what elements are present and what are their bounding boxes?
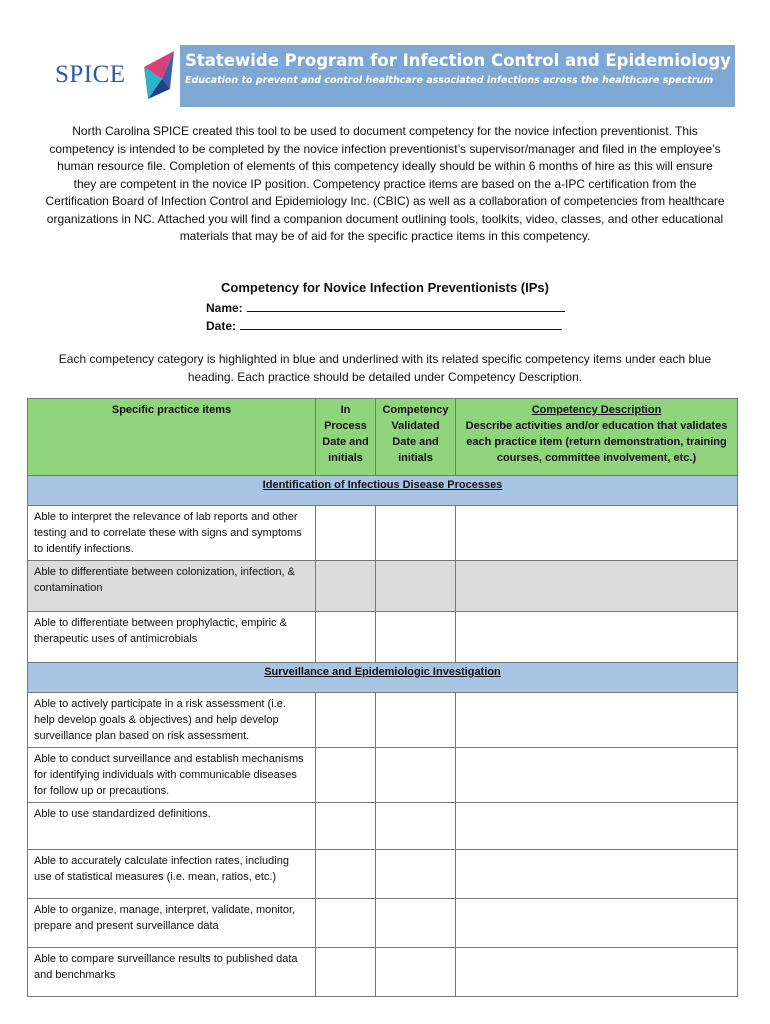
description-cell[interactable] bbox=[456, 803, 738, 850]
table-row bbox=[28, 948, 738, 997]
logo-text: SPICE bbox=[55, 61, 126, 88]
table-row bbox=[28, 612, 738, 663]
practice-item: Able to organize, manage, interpret, validate, monitor, prepare and present surveillance data bbox=[28, 899, 316, 948]
validated-cell[interactable] bbox=[376, 748, 456, 803]
program-subtitle: Education to prevent and control healthcare associated infections across the healthcare spectrum bbox=[185, 75, 714, 86]
name-date-fields bbox=[206, 299, 565, 335]
table-row bbox=[28, 850, 738, 899]
description-cell[interactable] bbox=[456, 748, 738, 803]
validated-cell[interactable] bbox=[376, 612, 456, 663]
header-description bbox=[456, 399, 738, 476]
practice-item: Able to use standardized definitions. bbox=[28, 803, 316, 850]
header-banner bbox=[45, 45, 735, 107]
intro-paragraph: North Carolina SPICE created this tool to be used to document competency for the novice infection preventionist. This competency is intended to be completed by the novice infection preventionist’s supervisor/manager and filed in the employee’s human resource file. Completion of elements of this competency ideally should be within 6 months of hire as this will ensure they are competent in the novice IP position. Competency practice items are based on the a-IPC certification from the Certification Board of Infection Control and Epidemiology Inc. (CBIC) as well as a collaboration of competencies from healthcare organizations in NC. Attached you will find a companion document outlining tools, toolkits, video, classes, and other educational materials that may be of aid for the specific practice items in this competency. bbox=[45, 124, 725, 243]
table-row bbox=[28, 899, 738, 948]
description-cell[interactable] bbox=[456, 948, 738, 997]
name-label: Name: bbox=[206, 301, 243, 315]
practice-item: Able to conduct surveillance and establish mechanisms for identifying individuals with communicable diseases for follow up or precautions. bbox=[28, 748, 316, 803]
practice-item: Able to actively participate in a risk assessment (i.e. help develop goals & objectives) and help develop surveillance plan based on risk assessment. bbox=[28, 693, 316, 748]
header-practice-items: Specific practice items bbox=[28, 399, 316, 476]
in-process-cell[interactable] bbox=[316, 748, 376, 803]
practice-item: Able to differentiate between colonization, infection, & contamination bbox=[28, 561, 316, 612]
section-row bbox=[28, 663, 738, 693]
explanation-paragraph: Each competency category is highlighted in blue and underlined with its related specific competency items under each blue heading. Each practice should be detailed under Competency Description. bbox=[58, 352, 712, 384]
validated-cell[interactable] bbox=[376, 506, 456, 561]
name-field[interactable] bbox=[206, 299, 565, 317]
description-cell[interactable] bbox=[456, 899, 738, 948]
in-process-cell[interactable] bbox=[316, 561, 376, 612]
table-header-row bbox=[28, 399, 738, 476]
in-process-cell[interactable] bbox=[316, 803, 376, 850]
validated-cell[interactable] bbox=[376, 948, 456, 997]
date-label: Date: bbox=[206, 319, 237, 333]
description-cell[interactable] bbox=[456, 561, 738, 612]
validated-cell[interactable] bbox=[376, 561, 456, 612]
practice-item: Able to compare surveillance results to published data and benchmarks bbox=[28, 948, 316, 997]
date-field[interactable] bbox=[206, 317, 565, 335]
section-row bbox=[28, 476, 738, 506]
validated-cell[interactable] bbox=[376, 693, 456, 748]
triangle-logo-icon bbox=[140, 49, 178, 103]
table-row bbox=[28, 748, 738, 803]
practice-item: Able to accurately calculate infection rates, including use of statistical measures (i.e. mean, ratios, etc.) bbox=[28, 850, 316, 899]
table-row bbox=[28, 561, 738, 612]
practice-item: Able to differentiate between prophylactic, empiric & therapeutic uses of antimicrobials bbox=[28, 612, 316, 663]
in-process-cell[interactable] bbox=[316, 506, 376, 561]
description-title: Competency Description bbox=[531, 404, 662, 416]
in-process-cell[interactable] bbox=[316, 612, 376, 663]
table-row bbox=[28, 506, 738, 561]
validated-cell[interactable] bbox=[376, 899, 456, 948]
in-process-cell[interactable] bbox=[316, 850, 376, 899]
practice-item: Able to interpret the relevance of lab reports and other testing and to correlate these with signs and symptoms to identify infections. bbox=[28, 506, 316, 561]
in-process-cell[interactable] bbox=[316, 948, 376, 997]
form-title: Competency for Novice Infection Preventionists (IPs) bbox=[221, 280, 549, 295]
spice-logo bbox=[45, 45, 180, 107]
description-cell[interactable] bbox=[456, 612, 738, 663]
description-cell[interactable] bbox=[456, 850, 738, 899]
in-process-cell[interactable] bbox=[316, 693, 376, 748]
validated-cell[interactable] bbox=[376, 850, 456, 899]
in-process-cell[interactable] bbox=[316, 899, 376, 948]
description-cell[interactable] bbox=[456, 506, 738, 561]
header-validated: Competency Validated Date and initials bbox=[376, 399, 456, 476]
program-title: Statewide Program for Infection Control and Epidemiology bbox=[185, 51, 731, 70]
header-in-process: In Process Date and initials bbox=[316, 399, 376, 476]
description-cell[interactable] bbox=[456, 693, 738, 748]
validated-cell[interactable] bbox=[376, 803, 456, 850]
name-line[interactable] bbox=[247, 299, 565, 312]
section-title: Identification of Infectious Disease Processes bbox=[28, 476, 738, 506]
competency-table bbox=[27, 398, 738, 997]
table-row bbox=[28, 693, 738, 748]
date-line[interactable] bbox=[240, 317, 562, 330]
description-body: Describe activities and/or education that validates each practice item (return demonstration, training courses, committee involvement, etc.) bbox=[465, 420, 728, 464]
section-title: Surveillance and Epidemiologic Investigation bbox=[28, 663, 738, 693]
table-row bbox=[28, 803, 738, 850]
